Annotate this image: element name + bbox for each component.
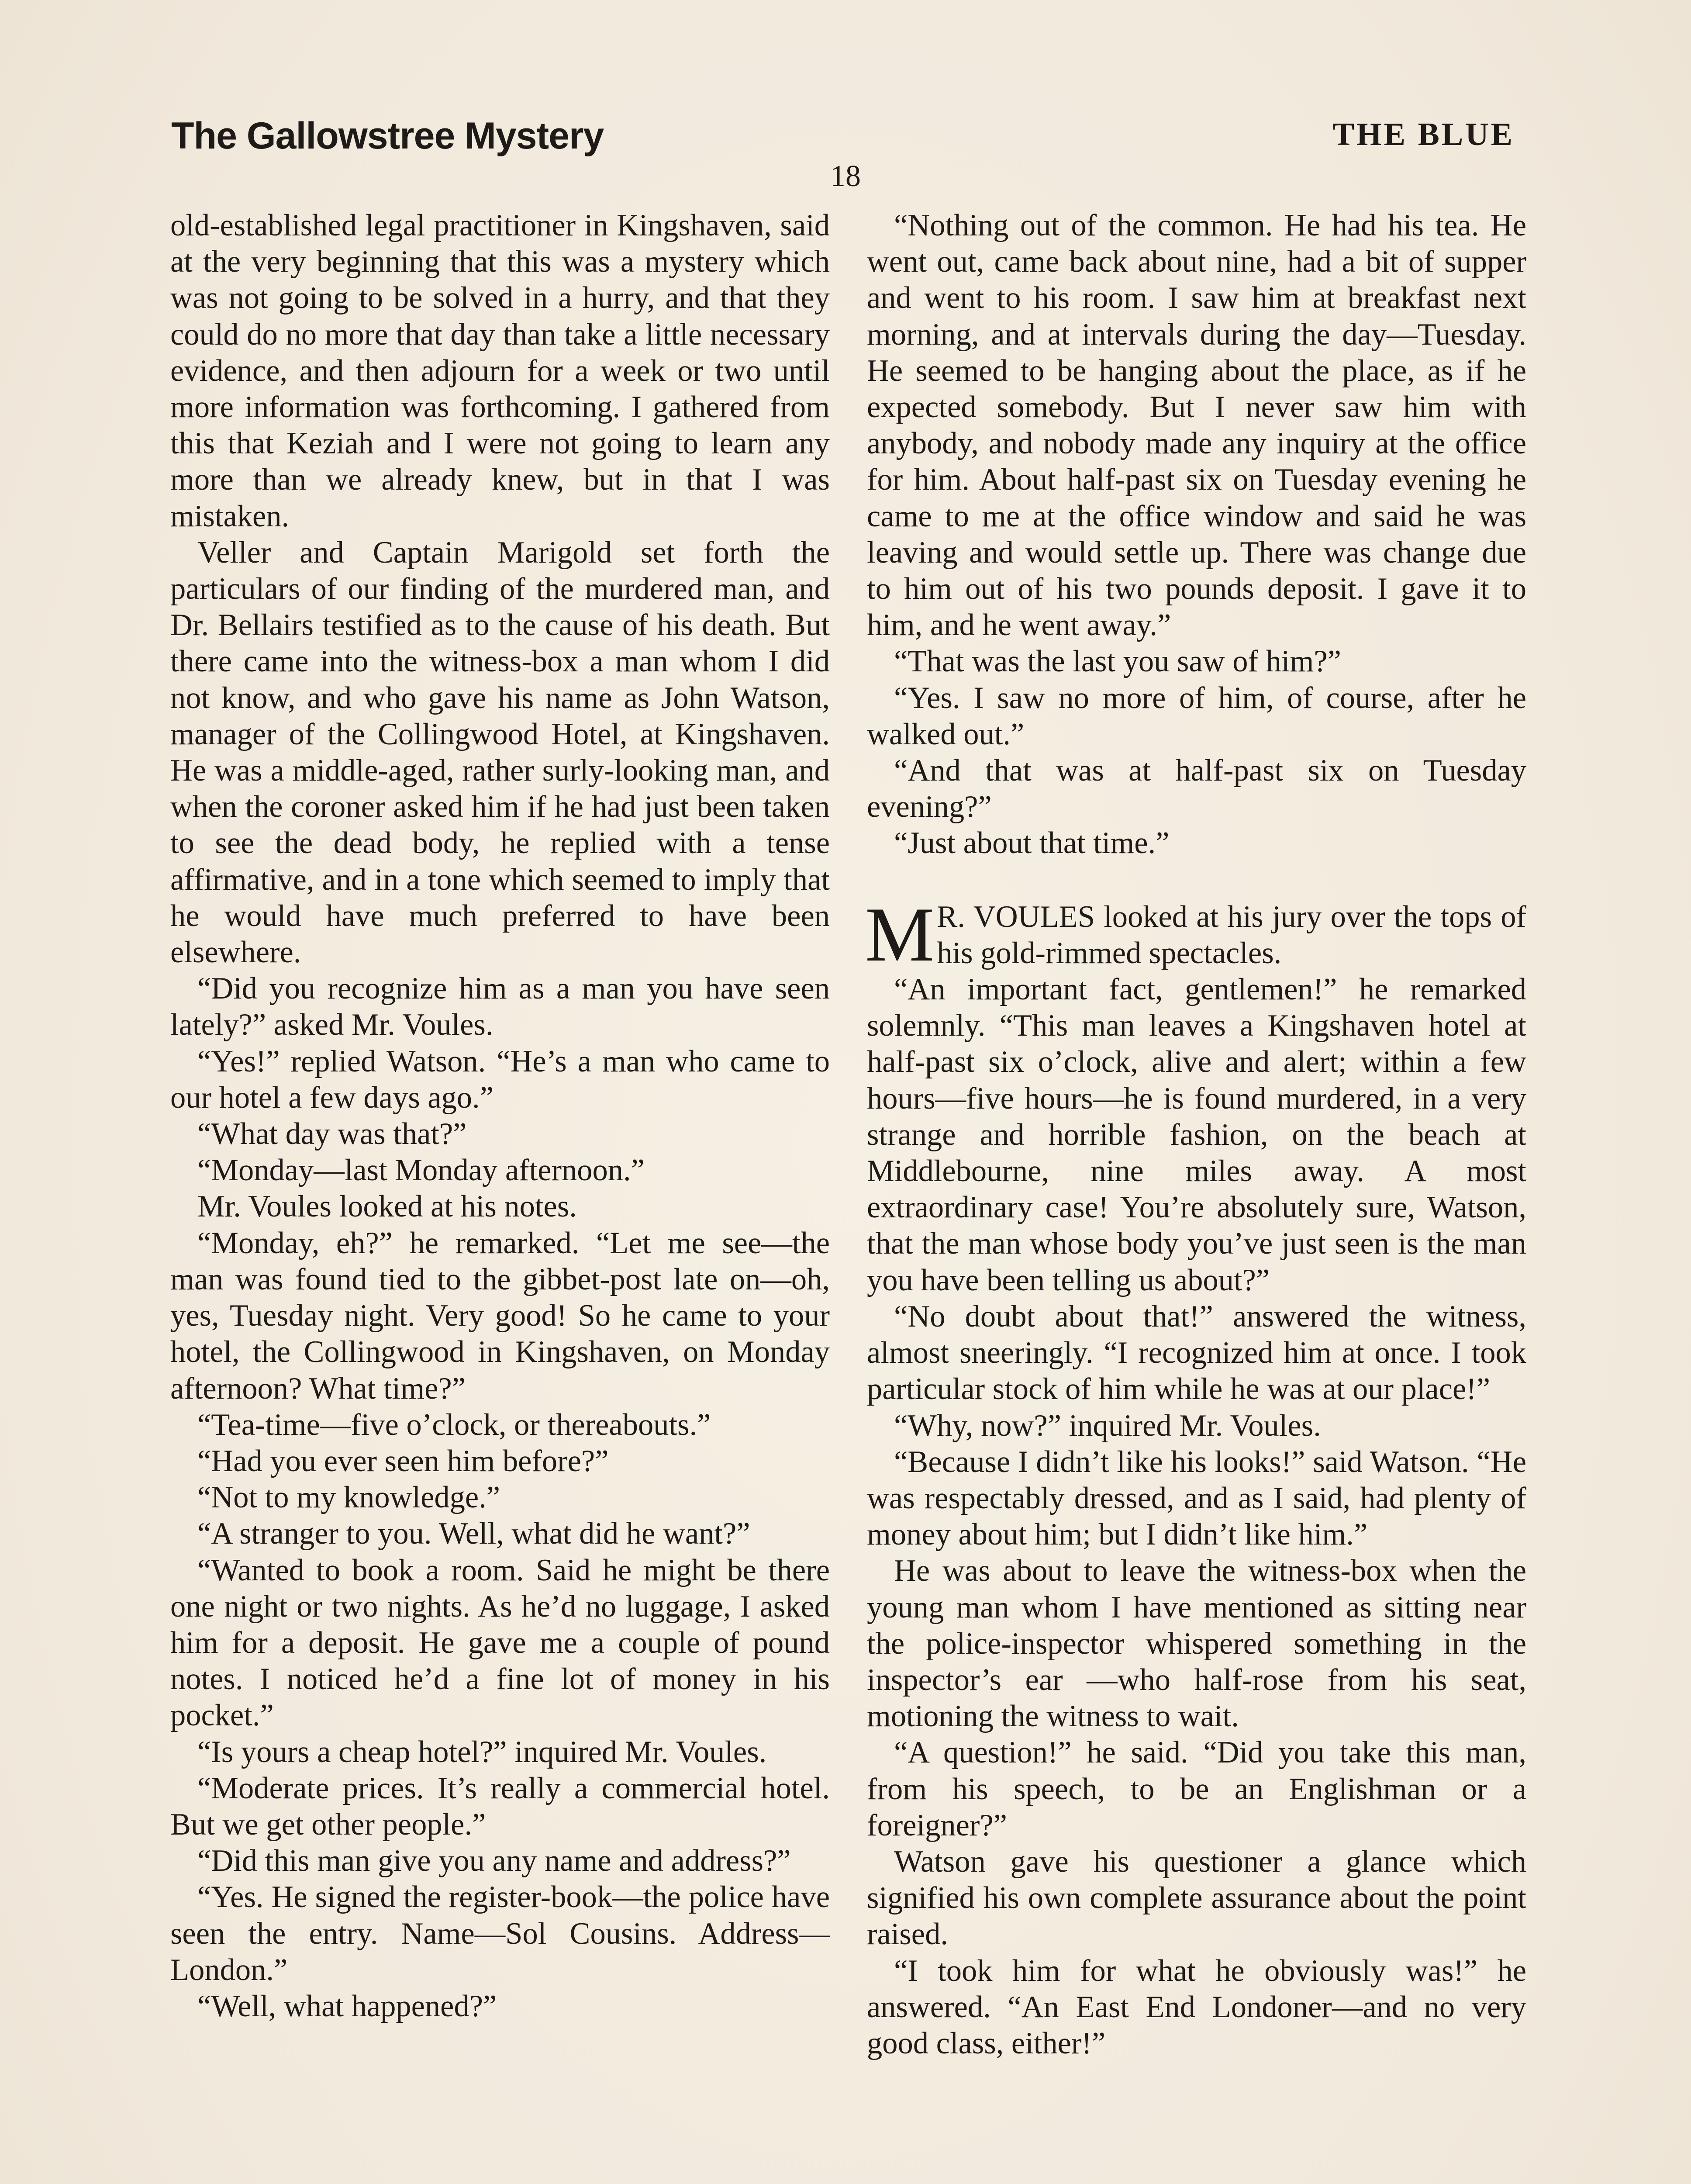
paragraph: Watson gave his questioner a glance which signified his own complete assurance about the point raised. <box>867 1844 1526 1952</box>
paragraph: Mr. Voules looked at his notes. <box>197 1189 577 1224</box>
paragraph: “Is yours a cheap hotel?” inquired Mr. Voules. <box>197 1735 767 1769</box>
paragraph: “An important fact, gentlemen!” he remarked solemnly. “This man leaves a Kingshaven hotel at half-past six o’clock, alive and alert; within a few hours—five hours—he is found murdered, in a very strange and horrible fashion, on the beach at Middlebourne, nine miles away. A most extraordinary case! You’re absolutely sure, Watson, that the man whose body you’ve just seen is the man you have been telling us about?” <box>867 972 1526 1297</box>
drop-cap-letter: M <box>865 891 935 978</box>
paragraph: “Nothing out of the common. He had his tea. He went out, came back about nine, had a bit of supper and went to his room. I saw him at breakfast next morning, and at intervals during the day—Tuesday. He seemed to be hanging about the place, as if he expected somebody. But I never saw him with anybody, and nobody made any inquiry at the office for him. About half-past six on Tuesday evening he came to me at the office window and said he was leaving and would settle up. There was change due to him out of his two pounds deposit. I gave it to him, and he went away.” <box>867 208 1526 643</box>
paragraph: “No doubt about that!” answered the witness, almost sneeringly. “I recognized him at once. I took particular stock of him while he was at our place!” <box>867 1299 1526 1406</box>
paragraph: “Did this man give you any name and address?” <box>197 1844 791 1878</box>
paragraph: “Yes!” replied Watson. “He’s a man who came to our hotel a few days ago.” <box>170 1044 830 1115</box>
paragraph: “Just about that time.” <box>894 826 1170 860</box>
paragraph: “Wanted to book a room. Said he might be there one night or two nights. As he’d no luggage, I asked him for a deposit. He gave me a couple of pound notes. I noticed he’d a fine lot of money in his pocket.” <box>170 1553 830 1733</box>
paragraph: “Monday—last Monday afternoon.” <box>197 1153 645 1188</box>
paragraph: “Well, what happened?” <box>197 1989 497 2023</box>
paragraph: “That was the last you saw of him?” <box>894 644 1341 679</box>
paragraph: “A stranger to you. Well, what did he want?” <box>197 1517 750 1551</box>
paragraph: old-established legal practitioner in Kingshaven, said at the very beginning that this was a mystery which was not going to be solved in a hurry, and that they could do no more that day than take a little necessary evidence, and then adjourn for a week or two until more information was forthcoming. I gathered from this that Keziah and I were not going to learn any more than we already knew, but in that I was mistaken. <box>170 208 830 533</box>
paragraph: “Because I didn’t like his looks!” said Watson. “He was respectably dressed, and as I said, had plenty of money about him; but I didn’t like him.” <box>867 1444 1526 1552</box>
paragraph: “Moderate prices. It’s really a commercial hotel. But we get other people.” <box>170 1771 830 1842</box>
paragraph: “Tea-time—five o’clock, or thereabouts.” <box>197 1407 711 1442</box>
paragraph: “Monday, eh?” he remarked. “Let me see—the man was found tied to the gibbet-post late on—oh, yes, Tuesday night. Very good! So he came to your hotel, the Collingwood in Kingshaven, on Monday afternoon? What time?” <box>170 1226 830 1406</box>
paragraph: “And that was at half-past six on Tuesday evening?” <box>867 753 1526 824</box>
left-text-column <box>170 207 830 2025</box>
paragraph: “What day was that?” <box>197 1117 467 1151</box>
paragraph: “Had you ever seen him before?” <box>197 1444 609 1478</box>
section-opening-paragraph <box>865 891 1526 978</box>
paragraph: Veller and Captain Marigold set forth the particulars of our finding of the murdered man, and Dr. Bellairs testified as to the cause of his death. But there came into the witness-box a man whom I did not know, and who gave his name as John Watson, manager of the Collingwood Hotel, at Kingshaven. He was a middle-aged, rather surly-looking man, and when the coroner asked him if he had just been taken to see the dead body, he replied with a tense affirmative, and in a tone which seemed to imply that he would have much preferred to have been elsewhere. <box>170 535 830 970</box>
paragraph: “Did you recognize him as a man you have seen lately?” asked Mr. Voules. <box>170 971 830 1042</box>
section-opening-text: R. VOULES looked at his jury over the tops of his gold-rimmed spectacles. <box>937 899 1526 970</box>
paragraph: “Yes. I saw no more of him, of course, after he walked out.” <box>867 681 1526 751</box>
paragraph: “I took him for what he obviously was!” he answered. “An East End Londoner—and no very good class, either!” <box>867 1953 1526 2060</box>
right-text-column <box>867 207 1526 2062</box>
paragraph: “Not to my knowledge.” <box>197 1480 500 1515</box>
paragraph: “Yes. He signed the register-book—the police have seen the entry. Name—Sol Cousins. Address—London.” <box>170 1880 830 1987</box>
paragraph: He was about to leave the witness-box when the young man whom I have mentioned as sitting near the police-inspector whispered something in the inspector’s ear —who half-rose from his seat, motioning the witness to wait. <box>867 1554 1526 1734</box>
paragraph: “Why, now?” inquired Mr. Voules. <box>894 1408 1321 1443</box>
page-number: 18 <box>830 159 861 193</box>
running-title: The Gallowstree Mystery <box>171 115 604 157</box>
magazine-name: THE BLUE <box>1332 117 1515 152</box>
paragraph: “A question!” he said. “Did you take this man, from his speech, to be an Englishman or a foreigner?” <box>867 1735 1526 1842</box>
